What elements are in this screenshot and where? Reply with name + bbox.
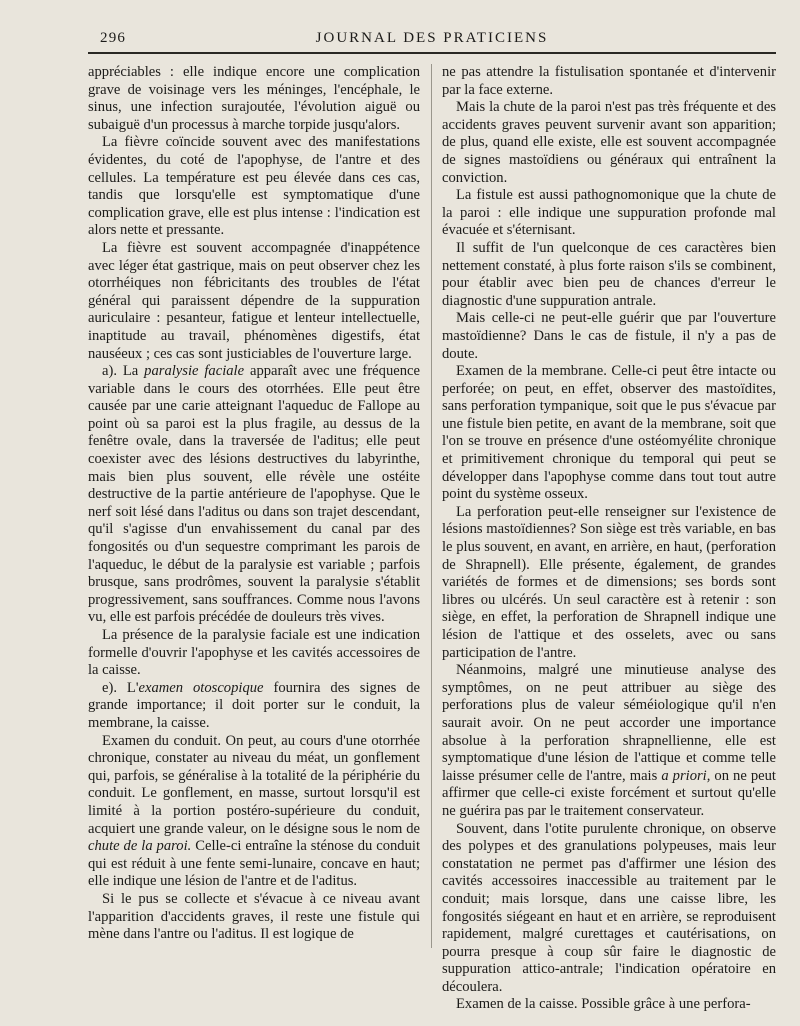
paragraph: La présence de la paralysie faciale est une indication formelle d'ouvrir l'apophyse et les cavités accessoires de la caisse. bbox=[88, 627, 420, 679]
italic-term: paralysie faciale bbox=[144, 363, 245, 380]
text-run: Examen du conduit. On peut, au cours d'une otorrhée chronique, constater au niveau du méat, un gonflement qui, parfois, se généralise à la totalité de la périphérie du conduit. Le gonflement, en masse, surtout lorsqu'il est limité à la portion postéro-supérieure du conduit, acquiert une grande valeur, on le désigne sous le nom de bbox=[88, 732, 420, 837]
right-column bbox=[442, 64, 776, 1014]
paragraph: La fistule est aussi pathognomonique que la chute de la paroi : elle indique une suppuration profonde mal évacuée et s'éternisant. bbox=[442, 187, 776, 239]
page-header bbox=[88, 28, 776, 52]
paragraph: Examen de la membrane. Celle-ci peut être intacte ou perforée; on peut, en effet, observer des mastoïdites, sans perforation tympanique, soit que le pus s'évacue par une fistule bien petite, en avant de la membrane, soit que l'on se trouve en présence d'une ostéomyélite chronique et primitivement chronique du temporal qui peut se développer dans l'apophyse comme dans tout tout autre point du système osseux. bbox=[442, 363, 776, 503]
paragraph: Mais la chute de la paroi n'est pas très fréquente et des accidents graves peuvent survenir avant son apparition; de plus, quand elle existe, elle est souvent accompagnée de signes mastoïdiens ou généraux qui entraînent la conviction. bbox=[442, 99, 776, 186]
paragraph bbox=[88, 733, 420, 891]
page-number: 296 bbox=[100, 30, 127, 46]
paragraph: Il suffit de l'un quelconque de ces caractères bien nettement constaté, à plus forte raison s'ils se combinent, pour établir avec bien peu de chances d'erreur le diagnostic d'une suppuration antrale. bbox=[442, 239, 776, 309]
paragraph: La fièvre coïncide souvent avec des manifestations évidentes, du coté de l'apophyse, de l'antre et des cellules. La température est peu élevée dans ces cas, tandis que lorsqu'elle est symptomatique d'une complication grave, elle est plus intense : l'indication est alors nette et pressante. bbox=[88, 134, 420, 239]
paragraph bbox=[442, 662, 776, 820]
header-rule bbox=[88, 52, 776, 54]
text-run: e). L' bbox=[102, 679, 139, 696]
paragraph: Souvent, dans l'otite purulente chronique, on observe des polypes et des granulations polypeuses, mais leur constatation ne permet pas d'affirmer une lésion des cavités accessoires inaccessible au traitement par le conduit; mais lorsque, dans une caisse libre, les fongosités siégeant en haut et en arrière, se reproduisent rapidement, malgré curettages et cautérisations, on pourra presque à coup sûr faire le diagnostic de suppuration attico-antrale; l'indication opératoire en découlera. bbox=[442, 820, 776, 995]
italic-term: examen otoscopique bbox=[138, 679, 264, 696]
paragraph: Examen de la caisse. Possible grâce à une perfora- bbox=[456, 996, 751, 1013]
paragraph: Mais celle-ci ne peut-elle guérir que par l'ouverture mastoïdienne? Dans le cas de fistule, il n'y a pas de doute. bbox=[442, 310, 776, 362]
italic-term: a priori, bbox=[661, 767, 711, 784]
text-run: Celle-ci entraîne la sténose du conduit qui est réduit à une fente semi-lunaire, concave en haut; elle indique une lésion de l'antre et de l'aditus. bbox=[88, 838, 421, 890]
paragraph: appréciables : elle indique encore une complication grave de voisinage vers les méninges, l'encéphale, le sinus, une infection surajoutée, l'évolution aiguë ou subaiguë d'un processus à marche torpide jusqu'alors. bbox=[88, 64, 420, 133]
paragraph: ne pas attendre la fistulisation spontanée et d'intervenir par la face externe. bbox=[442, 64, 776, 98]
text-run: on ne peut affirmer que celle-ci existe forcément et surtout qu'elle ne guérira pas par le traitement conservateur. bbox=[442, 767, 776, 819]
italic-term: chute de la paroi. bbox=[88, 838, 192, 855]
text-run: Néanmoins, malgré une minutieuse analyse des symptômes, on ne peut attribuer au siège des perforations plus de valeur séméiologique qu'il n'en saurait avoir. On ne peut accorder une importance absolue à la perforation shrapnellienne, elle est symptomatique d'une lésion de l'attique et comme telle laisse présumer celle de l'antre, mais bbox=[442, 662, 776, 784]
left-column bbox=[88, 64, 420, 944]
running-title: JOURNAL DES PRATICIENS bbox=[315, 30, 549, 46]
paragraph bbox=[88, 680, 420, 733]
paragraph: La fièvre est souvent accompagnée d'inappétence avec léger état gastrique, mais on peut observer chez les otorrhéiques non fébricitants des troubles de l'état général qui paraissent dépendre de la suppuration auriculaire : pesanteur, fatigue et lenteur intellectuelle, inaptitude au travail, phénomènes digestifs, état nauséeux ; ces cas sont justiciables de l'ouverture large. bbox=[88, 239, 420, 362]
paragraph bbox=[88, 363, 420, 627]
text-run: a). La bbox=[102, 363, 145, 380]
paragraph: La perforation peut-elle renseigner sur l'existence de lésions mastoïdiennes? Son siège est très variable, en bas le plus souvent, en avant, en arrière, en haut, (perforation de Shrapnell). Elle présente, également, de grandes variétés de formes et de dimensions; ses bords sont libres ou ulcérés. Un seul caractère est à retenir : son siège, en effet, la perforation de Shrapnell indique une lésion de l'attique et des osselets, avec ou sans participation de l'antre. bbox=[442, 503, 776, 661]
paragraph: Si le pus se collecte et s'évacue à ce niveau avant l'apparition d'accidents graves, il reste une fistule qui mène dans l'antre ou l'aditus. Il est logique de bbox=[88, 890, 420, 943]
column-separator bbox=[431, 64, 432, 948]
text-run: fournira des signes de grande importance; il doit porter sur le conduit, la membrane, la caisse. bbox=[88, 679, 420, 731]
text-run: apparaît avec une fréquence variable dans le cours des otorrhées. Elle peut être causée par une carie atteignant l'aqueduc de Fallope au point où sa paroi est la plus fragile, au dessus de la fenêtre ovale, dans la traversée de l'aditus; elle peut coexister avec des lésions destructives du labyrinthe, mais bien plus souvent, elle révèle une ostéite destructive de la partie antérieure de l'apophyse. Que le nerf soit lésé dans l'aditus ou dans son trajet descendant, qu'il s'agisse d'un envahissement du canal par des fongosités ou d'un sequestre comprimant les parois de l'aqueduc, le début de la paralysie est variable ; parfois brusque, sans prodrômes, souvent la paralysie s'établit progressivement, sans souffrances. Comme nous l'avons vu, elle est parfois précédée de douleurs très vives. bbox=[88, 363, 420, 626]
